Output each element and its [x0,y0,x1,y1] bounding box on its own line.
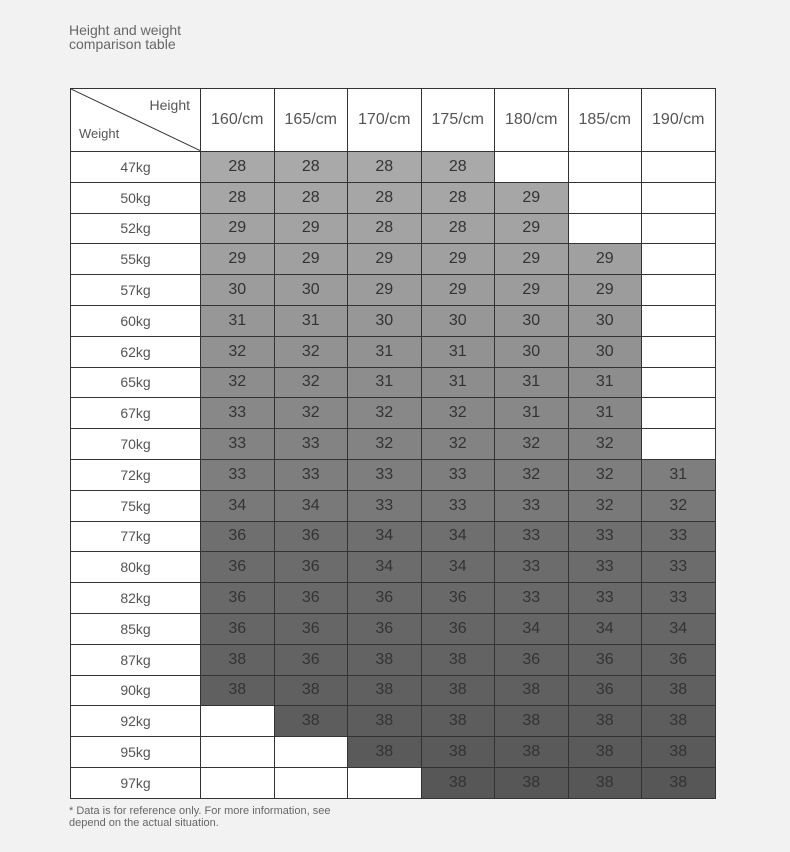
size-cell [642,367,716,398]
size-cell: 34 [348,552,422,583]
size-cell: 29 [274,213,348,244]
size-cell: 31 [642,459,716,490]
size-cell: 33 [568,552,642,583]
size-cell: 31 [274,305,348,336]
size-cell: 28 [348,213,422,244]
size-cell: 34 [495,613,569,644]
size-cell: 33 [642,583,716,614]
size-cell: 28 [421,213,495,244]
size-cell [642,429,716,460]
size-cell: 33 [495,552,569,583]
size-cell: 33 [421,459,495,490]
size-cell: 30 [421,305,495,336]
page-title: Height and weight comparison table [69,22,182,52]
size-cell: 31 [348,367,422,398]
size-cell: 32 [348,429,422,460]
size-cell: 32 [274,398,348,429]
size-cell: 28 [201,182,275,213]
table-row [71,367,716,398]
weight-label: 70kg [71,429,201,460]
table-row [71,398,716,429]
height-header: 165/cm [274,89,348,152]
size-cell: 29 [421,244,495,275]
size-cell: 33 [274,459,348,490]
size-cell: 33 [421,490,495,521]
size-cell: 38 [495,767,569,798]
size-cell: 32 [568,490,642,521]
size-cell: 28 [421,152,495,183]
size-cell [568,152,642,183]
weight-label: 60kg [71,305,201,336]
size-cell: 36 [274,521,348,552]
size-cell: 33 [495,583,569,614]
table-row [71,305,716,336]
size-cell [201,767,275,798]
size-cell: 38 [495,675,569,706]
size-cell [642,305,716,336]
size-cell: 38 [421,644,495,675]
size-cell: 36 [201,552,275,583]
weight-label: 87kg [71,644,201,675]
size-cell: 34 [642,613,716,644]
weight-label: 85kg [71,613,201,644]
size-cell: 28 [421,182,495,213]
size-cell: 28 [348,152,422,183]
size-cell: 32 [495,429,569,460]
weight-label: 95kg [71,737,201,768]
weight-label: 75kg [71,490,201,521]
size-cell: 32 [642,490,716,521]
weight-label: 80kg [71,552,201,583]
table-row [71,213,716,244]
size-cell: 36 [568,675,642,706]
size-cell: 32 [568,459,642,490]
size-cell: 29 [348,275,422,306]
weight-label: 92kg [71,706,201,737]
size-cell [642,182,716,213]
size-cell: 31 [495,398,569,429]
size-cell: 34 [421,552,495,583]
size-cell: 33 [495,490,569,521]
size-cell [274,737,348,768]
weight-axis-label: Weight [79,126,120,141]
size-cell: 33 [201,459,275,490]
size-cell: 29 [274,244,348,275]
table-row [71,552,716,583]
size-cell [642,244,716,275]
size-cell: 33 [642,521,716,552]
weight-label: 82kg [71,583,201,614]
size-cell: 36 [495,644,569,675]
size-cell [642,275,716,306]
size-cell: 29 [568,275,642,306]
size-cell: 34 [274,490,348,521]
size-cell: 38 [274,706,348,737]
size-cell: 29 [568,244,642,275]
size-cell: 30 [201,275,275,306]
table-row [71,429,716,460]
table-row [71,767,716,798]
weight-label: 65kg [71,367,201,398]
size-cell: 29 [495,182,569,213]
size-cell: 29 [495,275,569,306]
height-header: 185/cm [568,89,642,152]
size-cell: 38 [421,675,495,706]
size-cell: 36 [274,613,348,644]
size-cell: 33 [568,583,642,614]
weight-label: 90kg [71,675,201,706]
size-cell: 32 [274,336,348,367]
footnote-line: * Data is for reference only. For more information, see [69,805,331,817]
size-cell: 31 [421,336,495,367]
weight-label: 72kg [71,459,201,490]
size-cell: 36 [201,613,275,644]
size-cell: 33 [201,429,275,460]
table-row [71,521,716,552]
size-cell: 36 [348,583,422,614]
size-cell [274,767,348,798]
table-row [71,706,716,737]
weight-label: 77kg [71,521,201,552]
footnote [69,805,389,829]
size-cell: 31 [568,398,642,429]
weight-label: 55kg [71,244,201,275]
size-cell: 38 [274,675,348,706]
size-cell: 30 [274,275,348,306]
size-table [70,88,716,799]
size-cell: 38 [348,706,422,737]
height-header: 160/cm [201,89,275,152]
height-header: 170/cm [348,89,422,152]
weight-label: 57kg [71,275,201,306]
footnote-line: depend on the actual situation. [69,817,219,829]
size-cell: 36 [421,613,495,644]
table-row [71,275,716,306]
size-cell: 36 [201,583,275,614]
size-cell: 31 [348,336,422,367]
size-cell: 32 [495,459,569,490]
size-cell: 28 [201,152,275,183]
size-cell: 30 [348,305,422,336]
weight-label: 50kg [71,182,201,213]
size-cell: 36 [348,613,422,644]
table-row [71,490,716,521]
table-row [71,336,716,367]
table-row [71,182,716,213]
size-cell: 31 [568,367,642,398]
size-cell: 30 [495,305,569,336]
size-cell: 33 [348,490,422,521]
size-cell: 29 [201,244,275,275]
size-cell: 33 [642,552,716,583]
height-header: 175/cm [421,89,495,152]
size-cell: 38 [642,706,716,737]
weight-label: 97kg [71,767,201,798]
size-cell: 36 [274,644,348,675]
size-cell: 31 [421,367,495,398]
size-cell [568,182,642,213]
header-row [71,89,716,152]
size-cell: 38 [642,737,716,768]
size-cell: 28 [274,152,348,183]
size-cell: 36 [568,644,642,675]
size-cell: 29 [495,213,569,244]
size-cell: 32 [274,367,348,398]
size-cell: 32 [421,429,495,460]
size-cell [348,767,422,798]
size-cell: 38 [568,767,642,798]
size-cell: 28 [274,182,348,213]
size-cell [642,213,716,244]
size-cell: 38 [201,675,275,706]
table-row [71,675,716,706]
size-cell [642,336,716,367]
size-cell: 38 [421,706,495,737]
size-cell: 38 [348,737,422,768]
size-cell: 38 [201,644,275,675]
corner-cell [71,89,201,152]
table-row [71,613,716,644]
size-cell: 30 [495,336,569,367]
weight-label: 67kg [71,398,201,429]
weight-label: 47kg [71,152,201,183]
size-cell: 33 [568,521,642,552]
size-cell [201,706,275,737]
height-header: 190/cm [642,89,716,152]
size-cell: 34 [421,521,495,552]
size-cell [642,398,716,429]
weight-label: 52kg [71,213,201,244]
size-cell: 34 [568,613,642,644]
size-cell: 38 [642,675,716,706]
size-cell: 33 [348,459,422,490]
size-cell: 33 [201,398,275,429]
table-row [71,737,716,768]
size-cell: 38 [348,675,422,706]
table-row [71,644,716,675]
height-axis-label: Height [149,97,190,113]
size-cell: 33 [495,521,569,552]
size-cell [568,213,642,244]
size-cell: 38 [495,706,569,737]
size-cell: 38 [421,737,495,768]
size-cell: 31 [201,305,275,336]
size-cell: 38 [642,767,716,798]
size-cell [642,152,716,183]
size-cell: 29 [421,275,495,306]
size-cell: 38 [568,737,642,768]
size-cell: 31 [495,367,569,398]
size-cell [201,737,275,768]
size-cell: 38 [568,706,642,737]
size-cell: 29 [495,244,569,275]
size-cell: 33 [274,429,348,460]
size-cell: 32 [201,336,275,367]
size-cell: 30 [568,336,642,367]
size-cell: 32 [568,429,642,460]
size-cell: 29 [348,244,422,275]
table-row [71,152,716,183]
size-cell: 36 [274,552,348,583]
size-cell: 36 [421,583,495,614]
size-cell [495,152,569,183]
table-row [71,583,716,614]
size-cell: 32 [421,398,495,429]
height-header: 180/cm [495,89,569,152]
size-cell: 28 [348,182,422,213]
size-cell: 36 [642,644,716,675]
size-cell: 36 [201,521,275,552]
table-row [71,459,716,490]
size-cell: 32 [348,398,422,429]
size-cell: 38 [421,767,495,798]
weight-label: 62kg [71,336,201,367]
size-cell: 38 [348,644,422,675]
size-cell: 34 [348,521,422,552]
size-cell: 29 [201,213,275,244]
size-cell: 30 [568,305,642,336]
size-cell: 36 [274,583,348,614]
table-row [71,244,716,275]
size-cell: 38 [495,737,569,768]
size-cell: 34 [201,490,275,521]
size-cell: 32 [201,367,275,398]
